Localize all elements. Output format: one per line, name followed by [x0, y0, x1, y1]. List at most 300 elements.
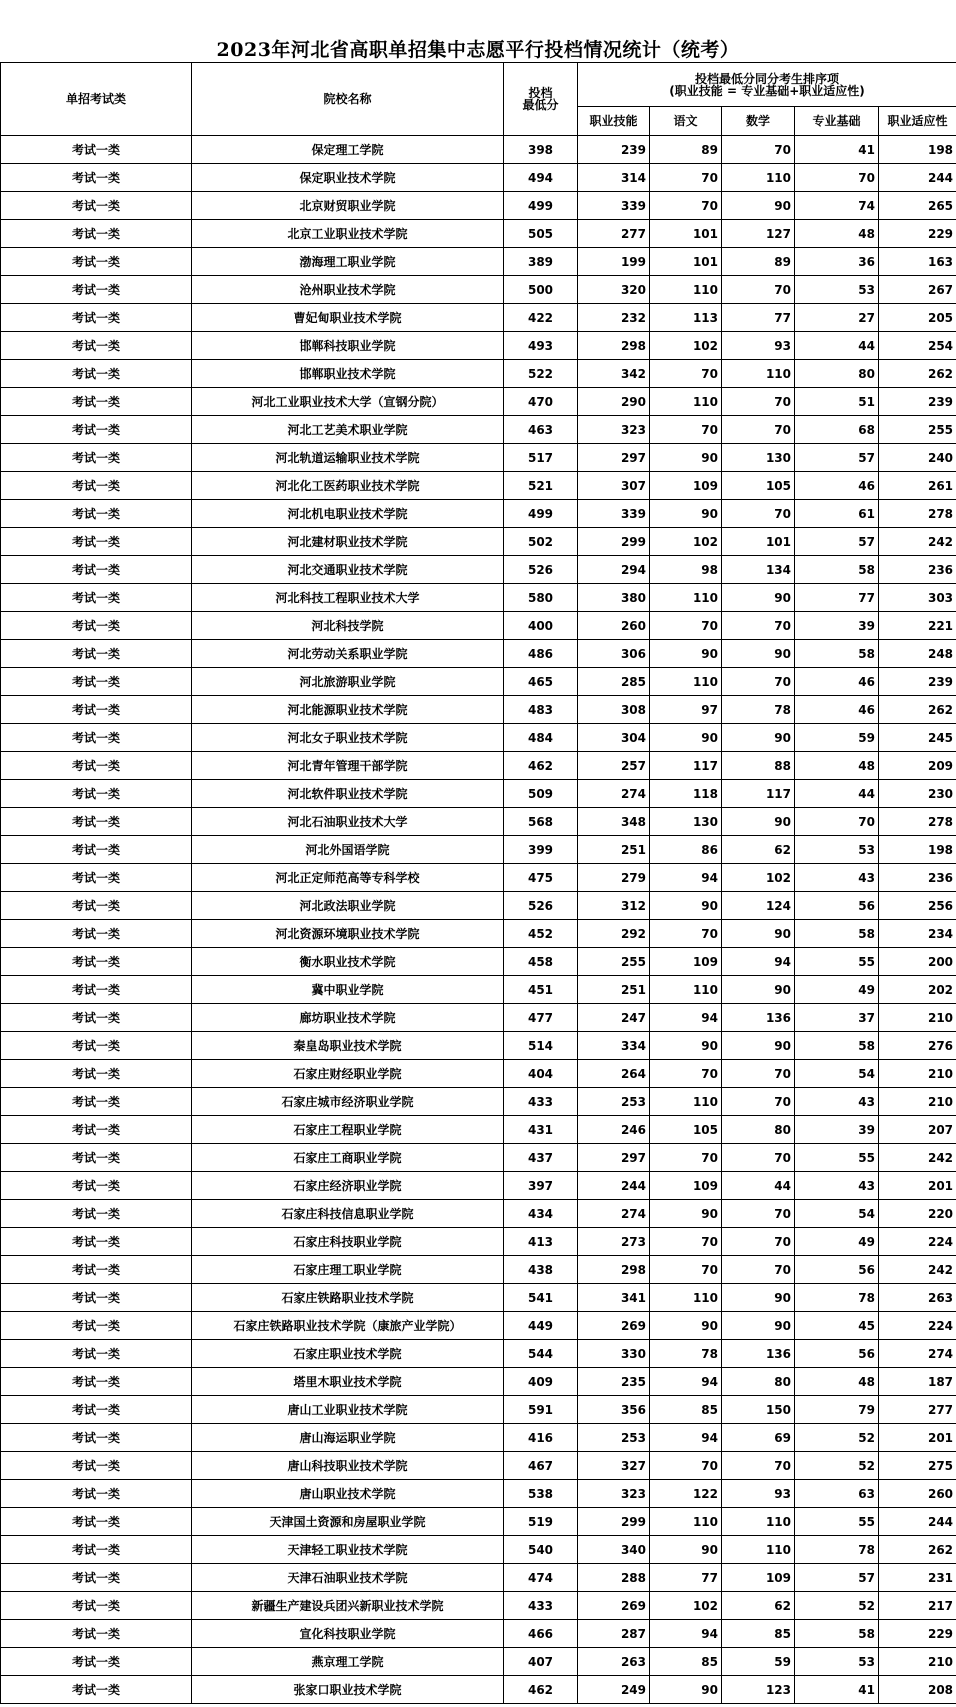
cell-min-score: 433 [504, 1592, 578, 1620]
cell-basic: 52 [795, 1592, 879, 1620]
cell-school-name: 石家庄工商职业学院 [192, 1144, 504, 1172]
cell-basic: 53 [795, 1648, 879, 1676]
table-row [1, 1620, 956, 1648]
cell-chinese: 70 [650, 1060, 722, 1088]
table-row [1, 752, 956, 780]
cell-adapt: 208 [879, 1676, 956, 1704]
table-row [1, 948, 956, 976]
cell-exam-type: 考试一类 [1, 668, 192, 696]
cell-adapt: 210 [879, 1004, 956, 1032]
cell-min-score: 465 [504, 668, 578, 696]
cell-adapt: 201 [879, 1172, 956, 1200]
cell-exam-type: 考试一类 [1, 948, 192, 976]
cell-basic: 43 [795, 1088, 879, 1116]
cell-skill: 298 [578, 332, 650, 360]
cell-exam-type: 考试一类 [1, 248, 192, 276]
cell-chinese: 70 [650, 164, 722, 192]
cell-math: 70 [722, 1228, 795, 1256]
cell-min-score: 474 [504, 1564, 578, 1592]
cell-skill: 356 [578, 1396, 650, 1424]
cell-math: 102 [722, 864, 795, 892]
cell-basic: 57 [795, 528, 879, 556]
cell-adapt: 248 [879, 640, 956, 668]
header-exam-type: 单招考试类 [1, 63, 192, 136]
cell-skill: 257 [578, 752, 650, 780]
cell-school-name: 北京工业职业技术学院 [192, 220, 504, 248]
table-row [1, 612, 956, 640]
cell-adapt: 255 [879, 416, 956, 444]
cell-exam-type: 考试一类 [1, 1480, 192, 1508]
cell-basic: 51 [795, 388, 879, 416]
cell-chinese: 70 [650, 1452, 722, 1480]
table-row [1, 864, 956, 892]
cell-school-name: 北京财贸职业学院 [192, 192, 504, 220]
cell-min-score: 451 [504, 976, 578, 1004]
cell-math: 90 [722, 584, 795, 612]
cell-math: 90 [722, 1312, 795, 1340]
cell-basic: 41 [795, 136, 879, 164]
cell-exam-type: 考试一类 [1, 640, 192, 668]
cell-min-score: 509 [504, 780, 578, 808]
cell-math: 69 [722, 1424, 795, 1452]
cell-math: 70 [722, 1256, 795, 1284]
cell-chinese: 89 [650, 136, 722, 164]
cell-math: 93 [722, 1480, 795, 1508]
cell-adapt: 229 [879, 220, 956, 248]
cell-school-name: 石家庄职业技术学院 [192, 1340, 504, 1368]
cell-school-name: 河北交通职业技术学院 [192, 556, 504, 584]
cell-exam-type: 考试一类 [1, 836, 192, 864]
cell-basic: 55 [795, 1144, 879, 1172]
table-row [1, 136, 956, 164]
cell-skill: 308 [578, 696, 650, 724]
table-row [1, 220, 956, 248]
cell-math: 70 [722, 416, 795, 444]
cell-chinese: 110 [650, 1284, 722, 1312]
cell-school-name: 河北石油职业技术大学 [192, 808, 504, 836]
cell-school-name: 唐山职业技术学院 [192, 1480, 504, 1508]
cell-exam-type: 考试一类 [1, 444, 192, 472]
cell-school-name: 保定职业技术学院 [192, 164, 504, 192]
cell-exam-type: 考试一类 [1, 192, 192, 220]
cell-exam-type: 考试一类 [1, 1592, 192, 1620]
table-row [1, 304, 956, 332]
cell-exam-type: 考试一类 [1, 500, 192, 528]
cell-min-score: 544 [504, 1340, 578, 1368]
table-row [1, 1424, 956, 1452]
cell-basic: 43 [795, 1172, 879, 1200]
table-row [1, 444, 956, 472]
cell-adapt: 198 [879, 136, 956, 164]
header-school: 院校名称 [192, 63, 504, 136]
cell-chinese: 97 [650, 696, 722, 724]
cell-math: 94 [722, 948, 795, 976]
cell-min-score: 475 [504, 864, 578, 892]
cell-adapt: 245 [879, 724, 956, 752]
cell-chinese: 105 [650, 1116, 722, 1144]
cell-basic: 70 [795, 808, 879, 836]
cell-math: 70 [722, 136, 795, 164]
table-row [1, 808, 956, 836]
cell-skill: 340 [578, 1536, 650, 1564]
cell-school-name: 河北建材职业技术学院 [192, 528, 504, 556]
cell-school-name: 河北劳动关系职业学院 [192, 640, 504, 668]
cell-exam-type: 考试一类 [1, 1004, 192, 1032]
cell-chinese: 117 [650, 752, 722, 780]
cell-basic: 41 [795, 1676, 879, 1704]
cell-min-score: 407 [504, 1648, 578, 1676]
cell-school-name: 河北能源职业技术学院 [192, 696, 504, 724]
cell-basic: 56 [795, 1340, 879, 1368]
cell-basic: 46 [795, 472, 879, 500]
cell-chinese: 109 [650, 472, 722, 500]
cell-chinese: 77 [650, 1564, 722, 1592]
cell-min-score: 514 [504, 1032, 578, 1060]
cell-skill: 330 [578, 1340, 650, 1368]
cell-basic: 55 [795, 1508, 879, 1536]
cell-basic: 27 [795, 304, 879, 332]
cell-min-score: 431 [504, 1116, 578, 1144]
cell-school-name: 石家庄科技职业学院 [192, 1228, 504, 1256]
cell-exam-type: 考试一类 [1, 416, 192, 444]
cell-basic: 49 [795, 1228, 879, 1256]
cell-exam-type: 考试一类 [1, 304, 192, 332]
cell-exam-type: 考试一类 [1, 1200, 192, 1228]
cell-exam-type: 考试一类 [1, 892, 192, 920]
cell-skill: 339 [578, 192, 650, 220]
cell-adapt: 242 [879, 1256, 956, 1284]
cell-exam-type: 考试一类 [1, 584, 192, 612]
cell-exam-type: 考试一类 [1, 1396, 192, 1424]
cell-chinese: 90 [650, 640, 722, 668]
cell-adapt: 267 [879, 276, 956, 304]
cell-skill: 312 [578, 892, 650, 920]
cell-adapt: 242 [879, 528, 956, 556]
cell-skill: 235 [578, 1368, 650, 1396]
cell-basic: 44 [795, 332, 879, 360]
cell-math: 127 [722, 220, 795, 248]
cell-school-name: 石家庄理工职业学院 [192, 1256, 504, 1284]
cell-skill: 277 [578, 220, 650, 248]
cell-exam-type: 考试一类 [1, 1648, 192, 1676]
table-row [1, 1172, 956, 1200]
cell-exam-type: 考试一类 [1, 1312, 192, 1340]
cell-basic: 58 [795, 920, 879, 948]
cell-chinese: 110 [650, 976, 722, 1004]
cell-school-name: 河北女子职业技术学院 [192, 724, 504, 752]
table-row [1, 1060, 956, 1088]
cell-exam-type: 考试一类 [1, 1452, 192, 1480]
cell-exam-type: 考试一类 [1, 808, 192, 836]
cell-adapt: 221 [879, 612, 956, 640]
cell-skill: 342 [578, 360, 650, 388]
cell-adapt: 210 [879, 1088, 956, 1116]
table-row [1, 836, 956, 864]
cell-min-score: 389 [504, 248, 578, 276]
cell-chinese: 94 [650, 1620, 722, 1648]
cell-exam-type: 考试一类 [1, 556, 192, 584]
cell-skill: 288 [578, 1564, 650, 1592]
cell-chinese: 109 [650, 948, 722, 976]
cell-basic: 48 [795, 1368, 879, 1396]
table-row [1, 1592, 956, 1620]
cell-school-name: 河北科技学院 [192, 612, 504, 640]
cell-math: 70 [722, 388, 795, 416]
cell-skill: 294 [578, 556, 650, 584]
table-row [1, 892, 956, 920]
cell-adapt: 163 [879, 248, 956, 276]
cell-min-score: 493 [504, 332, 578, 360]
cell-chinese: 102 [650, 1592, 722, 1620]
cell-skill: 297 [578, 1144, 650, 1172]
cell-school-name: 保定理工学院 [192, 136, 504, 164]
table-row [1, 472, 956, 500]
cell-min-score: 399 [504, 836, 578, 864]
cell-math: 90 [722, 192, 795, 220]
cell-skill: 239 [578, 136, 650, 164]
cell-math: 62 [722, 836, 795, 864]
cell-chinese: 110 [650, 388, 722, 416]
table-row [1, 1508, 956, 1536]
cell-exam-type: 考试一类 [1, 388, 192, 416]
cell-exam-type: 考试一类 [1, 1060, 192, 1088]
cell-math: 134 [722, 556, 795, 584]
cell-adapt: 239 [879, 668, 956, 696]
cell-basic: 80 [795, 360, 879, 388]
cell-min-score: 483 [504, 696, 578, 724]
cell-school-name: 邯郸职业技术学院 [192, 360, 504, 388]
cell-skill: 290 [578, 388, 650, 416]
cell-min-score: 540 [504, 1536, 578, 1564]
table-row [1, 500, 956, 528]
table-row [1, 1228, 956, 1256]
cell-school-name: 石家庄经济职业学院 [192, 1172, 504, 1200]
cell-exam-type: 考试一类 [1, 472, 192, 500]
cell-min-score: 409 [504, 1368, 578, 1396]
cell-exam-type: 考试一类 [1, 1256, 192, 1284]
cell-math: 80 [722, 1116, 795, 1144]
cell-math: 85 [722, 1620, 795, 1648]
table-row [1, 724, 956, 752]
cell-chinese: 85 [650, 1396, 722, 1424]
cell-exam-type: 考试一类 [1, 752, 192, 780]
cell-basic: 56 [795, 1256, 879, 1284]
cell-school-name: 河北旅游职业学院 [192, 668, 504, 696]
cell-adapt: 224 [879, 1312, 956, 1340]
cell-adapt: 240 [879, 444, 956, 472]
cell-math: 70 [722, 276, 795, 304]
table-row [1, 1312, 956, 1340]
header-tiebreak-line2: (职业技能 = 专业基础+职业适应性) [669, 83, 865, 98]
cell-school-name: 河北工艺美术职业学院 [192, 416, 504, 444]
cell-math: 117 [722, 780, 795, 808]
cell-chinese: 70 [650, 1144, 722, 1172]
cell-skill: 263 [578, 1648, 650, 1676]
cell-skill: 232 [578, 304, 650, 332]
cell-skill: 327 [578, 1452, 650, 1480]
cell-math: 70 [722, 1200, 795, 1228]
cell-chinese: 94 [650, 1368, 722, 1396]
cell-math: 80 [722, 1368, 795, 1396]
cell-basic: 59 [795, 724, 879, 752]
table-body [1, 136, 956, 1704]
cell-basic: 63 [795, 1480, 879, 1508]
cell-exam-type: 考试一类 [1, 1032, 192, 1060]
cell-exam-type: 考试一类 [1, 1424, 192, 1452]
table-row [1, 1480, 956, 1508]
cell-math: 123 [722, 1676, 795, 1704]
table-row [1, 1340, 956, 1368]
cell-math: 110 [722, 164, 795, 192]
cell-chinese: 90 [650, 724, 722, 752]
cell-math: 89 [722, 248, 795, 276]
cell-school-name: 宣化科技职业学院 [192, 1620, 504, 1648]
cell-adapt: 224 [879, 1228, 956, 1256]
cell-skill: 339 [578, 500, 650, 528]
cell-school-name: 张家口职业技术学院 [192, 1676, 504, 1704]
cell-school-name: 河北政法职业学院 [192, 892, 504, 920]
cell-chinese: 90 [650, 892, 722, 920]
table-row [1, 192, 956, 220]
cell-adapt: 209 [879, 752, 956, 780]
cell-basic: 58 [795, 1620, 879, 1648]
table-row [1, 584, 956, 612]
cell-school-name: 石家庄城市经济职业学院 [192, 1088, 504, 1116]
cell-basic: 68 [795, 416, 879, 444]
cell-chinese: 90 [650, 1312, 722, 1340]
cell-min-score: 505 [504, 220, 578, 248]
header-skill: 职业技能 [578, 107, 650, 136]
cell-adapt: 217 [879, 1592, 956, 1620]
cell-chinese: 94 [650, 1004, 722, 1032]
cell-adapt: 210 [879, 1648, 956, 1676]
cell-chinese: 110 [650, 276, 722, 304]
cell-math: 136 [722, 1004, 795, 1032]
header-chinese: 语文 [650, 107, 722, 136]
cell-school-name: 唐山工业职业技术学院 [192, 1396, 504, 1424]
cell-math: 130 [722, 444, 795, 472]
cell-math: 62 [722, 1592, 795, 1620]
table-row [1, 668, 956, 696]
cell-exam-type: 考试一类 [1, 528, 192, 556]
cell-basic: 58 [795, 1032, 879, 1060]
cell-school-name: 河北轨道运输职业技术学院 [192, 444, 504, 472]
cell-adapt: 207 [879, 1116, 956, 1144]
cell-basic: 48 [795, 752, 879, 780]
cell-exam-type: 考试一类 [1, 724, 192, 752]
cell-math: 90 [722, 920, 795, 948]
cell-exam-type: 考试一类 [1, 696, 192, 724]
cell-adapt: 265 [879, 192, 956, 220]
cell-adapt: 201 [879, 1424, 956, 1452]
page-title: 2023年河北省高职单招集中志愿平行投档情况统计（统考） [216, 39, 740, 61]
cell-math: 110 [722, 1508, 795, 1536]
cell-basic: 44 [795, 780, 879, 808]
cell-math: 70 [722, 1144, 795, 1172]
cell-school-name: 河北工业职业技术大学（宣钢分院） [192, 388, 504, 416]
cell-min-score: 568 [504, 808, 578, 836]
cell-exam-type: 考试一类 [1, 1536, 192, 1564]
cell-adapt: 244 [879, 1508, 956, 1536]
cell-min-score: 416 [504, 1424, 578, 1452]
cell-adapt: 262 [879, 696, 956, 724]
cell-exam-type: 考试一类 [1, 1088, 192, 1116]
cell-min-score: 526 [504, 892, 578, 920]
cell-min-score: 413 [504, 1228, 578, 1256]
cell-adapt: 244 [879, 164, 956, 192]
cell-math: 90 [722, 1032, 795, 1060]
cell-basic: 54 [795, 1060, 879, 1088]
table-row [1, 1368, 956, 1396]
cell-basic: 61 [795, 500, 879, 528]
cell-chinese: 90 [650, 1676, 722, 1704]
cell-school-name: 石家庄铁路职业技术学院（康旅产业学院） [192, 1312, 504, 1340]
cell-school-name: 河北青年管理干部学院 [192, 752, 504, 780]
cell-exam-type: 考试一类 [1, 780, 192, 808]
cell-exam-type: 考试一类 [1, 1564, 192, 1592]
cell-school-name: 石家庄铁路职业技术学院 [192, 1284, 504, 1312]
cell-exam-type: 考试一类 [1, 332, 192, 360]
cell-chinese: 90 [650, 1032, 722, 1060]
cell-math: 70 [722, 1452, 795, 1480]
cell-exam-type: 考试一类 [1, 276, 192, 304]
cell-school-name: 邯郸科技职业学院 [192, 332, 504, 360]
cell-math: 93 [722, 332, 795, 360]
cell-exam-type: 考试一类 [1, 612, 192, 640]
cell-skill: 253 [578, 1424, 650, 1452]
cell-math: 70 [722, 1060, 795, 1088]
cell-chinese: 110 [650, 1088, 722, 1116]
cell-min-score: 517 [504, 444, 578, 472]
table-row [1, 1256, 956, 1284]
cell-chinese: 70 [650, 920, 722, 948]
cell-skill: 255 [578, 948, 650, 976]
cell-min-score: 404 [504, 1060, 578, 1088]
cell-skill: 304 [578, 724, 650, 752]
cell-basic: 74 [795, 192, 879, 220]
cell-school-name: 天津石油职业技术学院 [192, 1564, 504, 1592]
cell-min-score: 462 [504, 1676, 578, 1704]
cell-basic: 46 [795, 668, 879, 696]
cell-chinese: 90 [650, 500, 722, 528]
cell-min-score: 438 [504, 1256, 578, 1284]
cell-basic: 48 [795, 220, 879, 248]
cell-basic: 37 [795, 1004, 879, 1032]
cell-exam-type: 考试一类 [1, 1368, 192, 1396]
cell-school-name: 天津国土资源和房屋职业学院 [192, 1508, 504, 1536]
cell-school-name: 新疆生产建设兵团兴新职业技术学院 [192, 1592, 504, 1620]
cell-min-score: 397 [504, 1172, 578, 1200]
cell-basic: 36 [795, 248, 879, 276]
cell-school-name: 石家庄科技信息职业学院 [192, 1200, 504, 1228]
cell-skill: 244 [578, 1172, 650, 1200]
cell-chinese: 98 [650, 556, 722, 584]
table-row [1, 1088, 956, 1116]
cell-min-score: 500 [504, 276, 578, 304]
cell-adapt: 229 [879, 1620, 956, 1648]
cell-skill: 249 [578, 1676, 650, 1704]
cell-adapt: 202 [879, 976, 956, 1004]
cell-basic: 78 [795, 1536, 879, 1564]
cell-skill: 260 [578, 612, 650, 640]
table-row [1, 1032, 956, 1060]
cell-math: 70 [722, 612, 795, 640]
cell-exam-type: 考试一类 [1, 1340, 192, 1368]
header-tiebreak-line1: 投档最低分同分考生排序项 [695, 71, 840, 86]
cell-math: 90 [722, 808, 795, 836]
cell-exam-type: 考试一类 [1, 1228, 192, 1256]
table-row [1, 1116, 956, 1144]
